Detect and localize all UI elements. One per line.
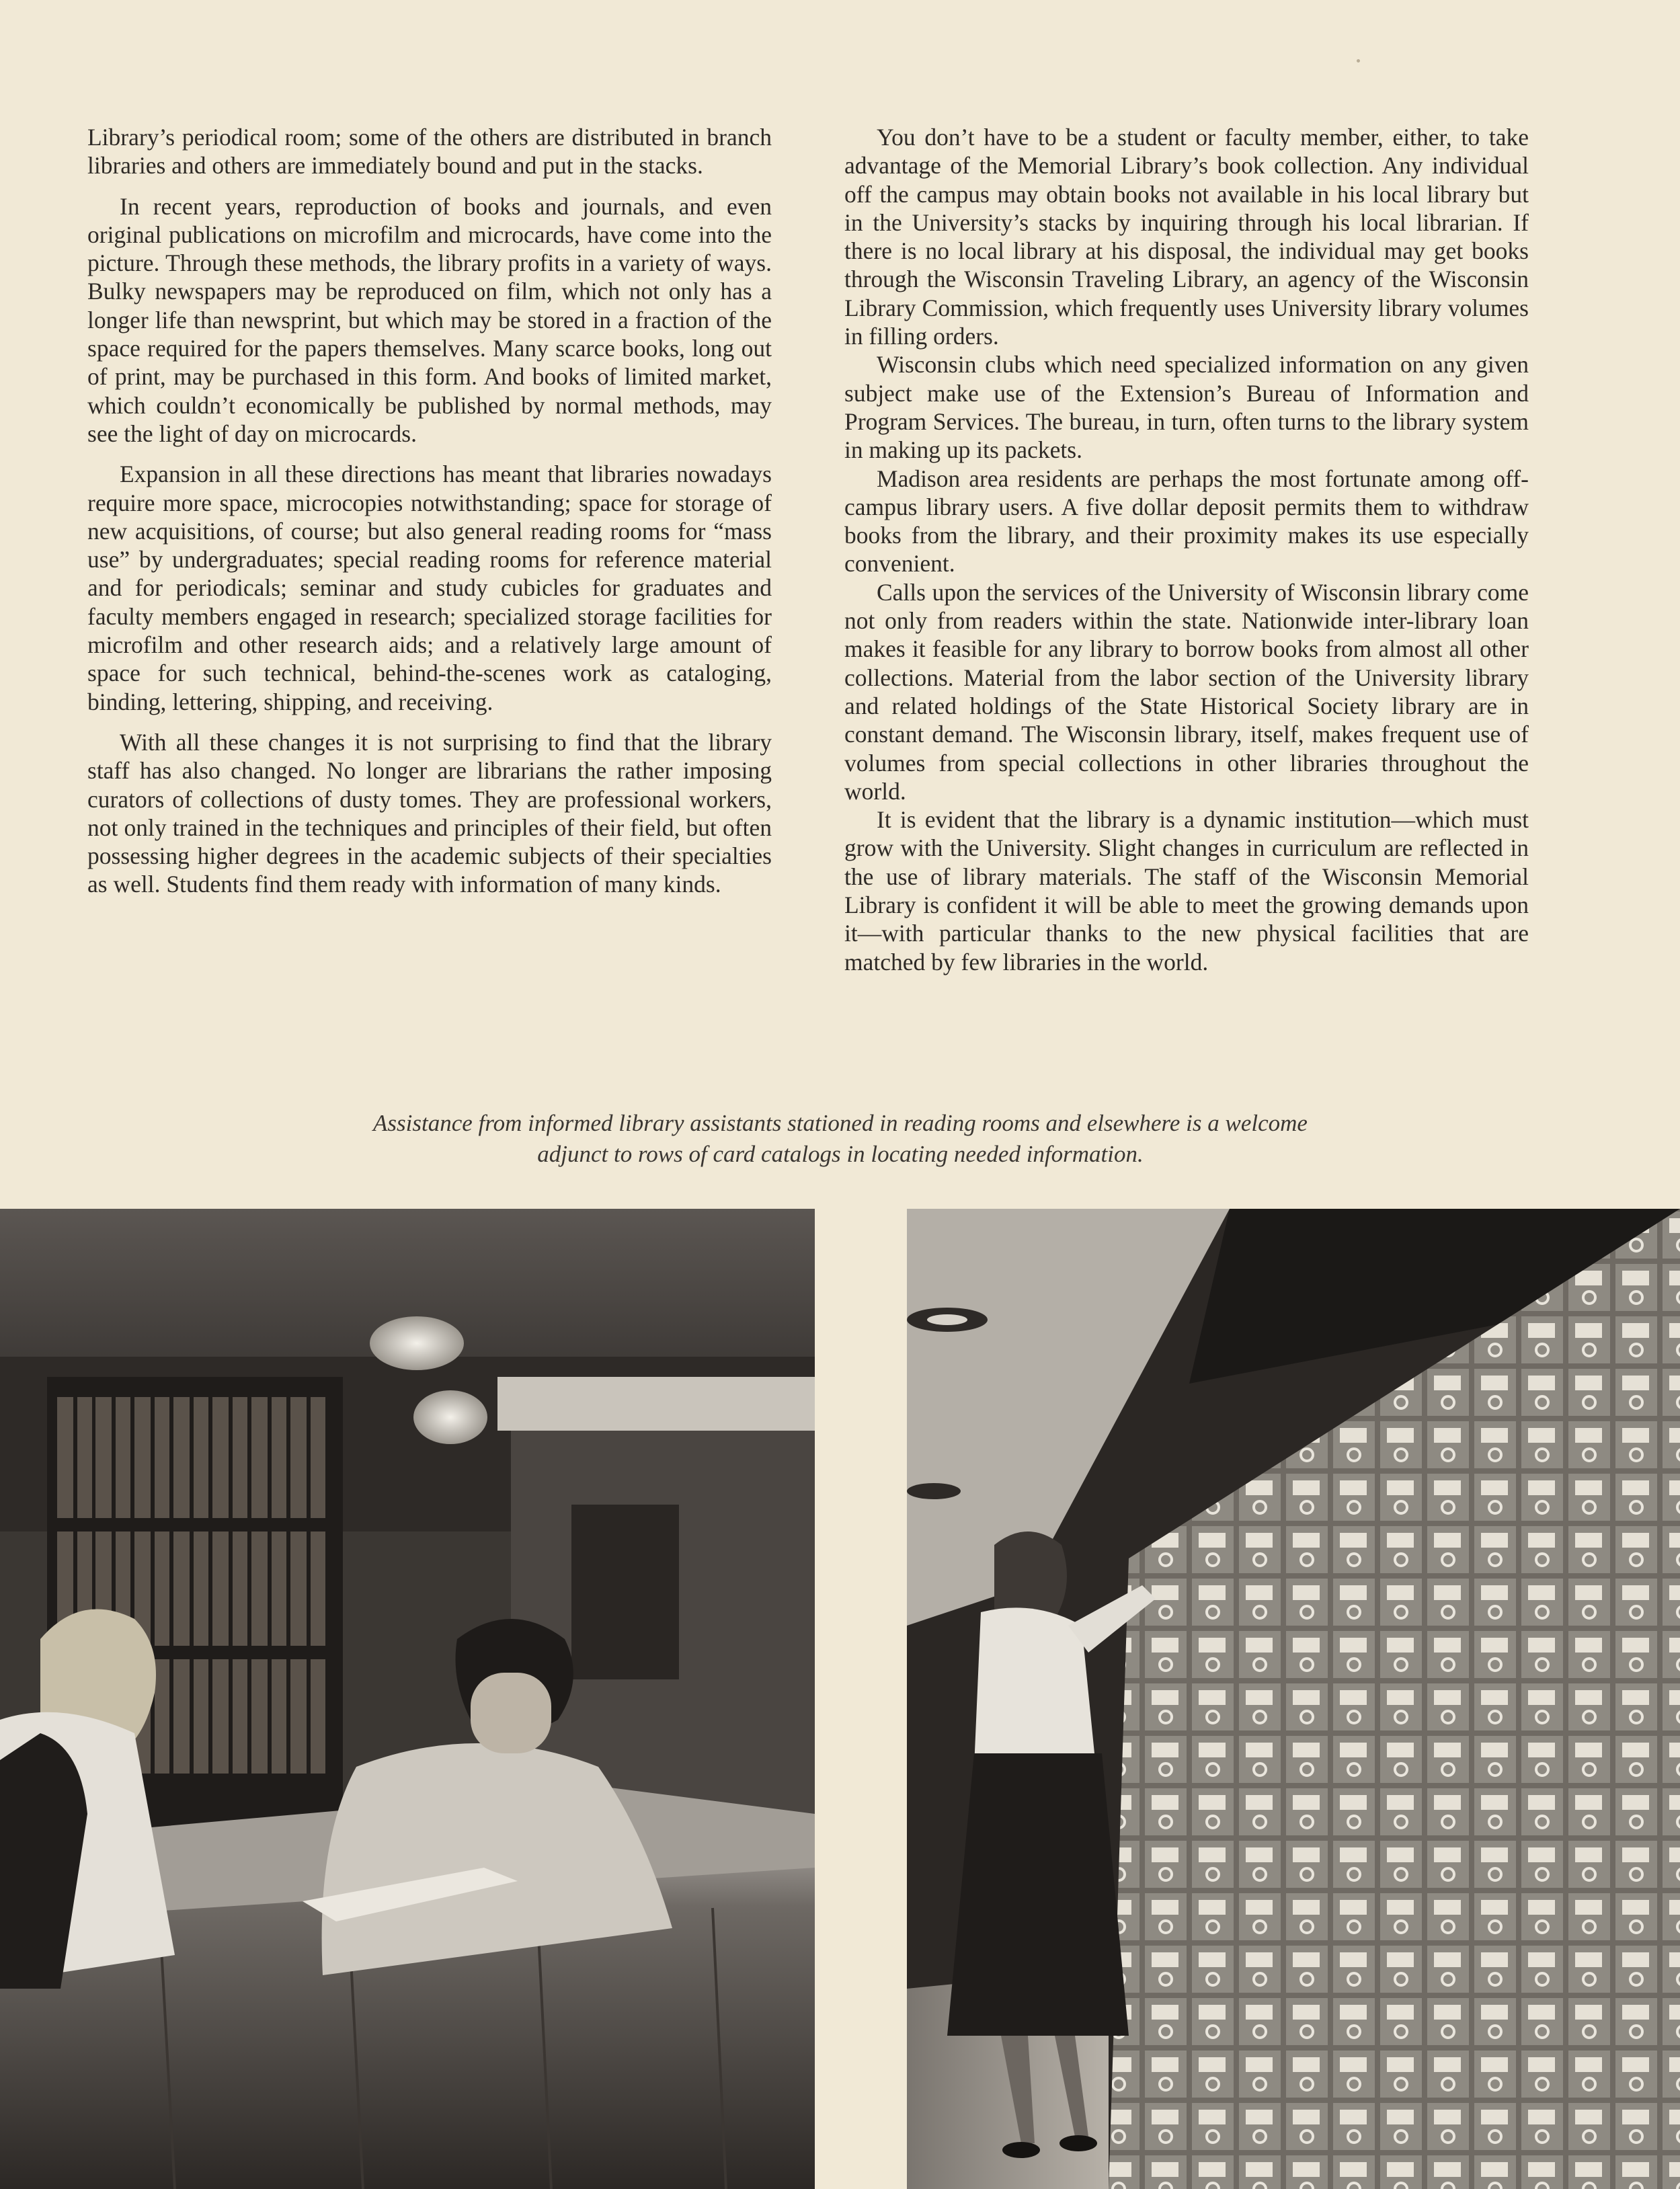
right-paragraph-4: Calls upon the services of the University of Wisconsin library come not only from readers within the state. Nationwide inter-library loan makes it feasible for any library to borrow books from almost all other collections. Material from the labor section of the University library and related holdings of the State Historical Society library are in constant demand. The Wisconsin library, itself, makes frequent use of volumes from special collections in other libraries throughout the world. xyxy=(844,578,1529,805)
left-paragraph-1: Library’s periodical room; some of the others are distributed in branch libraries and others are immediately bound and put in the stacks. xyxy=(87,124,772,180)
left-paragraph-4: With all these changes it is not surprising to find that the library staff has also changed. No longer are librarians the rather imposing curators of collections of dusty tomes. They are professional workers, not only trained in the techniques and principles of their field, but often possessing higher degrees in the academic subjects of their specialties as well. Students find them ready with information of many kinds. xyxy=(87,728,772,898)
right-paragraph-1: You don’t have to be a student or faculty member, either, to take advantage of the Memorial Library’s book collection. Any individual off the campus may obtain books not available in his local library but in the University’s stacks by inquiring through his local librarian. If there is no local library at his disposal, the individual may get books through the Wisconsin Traveling Library, an agency of the Wisconsin Library Commission, which frequently uses University library volumes in filling orders. xyxy=(844,124,1529,350)
photo-reference-desk xyxy=(0,1209,815,2189)
right-paragraph-5: It is evident that the library is a dynamic institution—which must grow with the University. Slight changes in curriculum are reflected in the use of library materials. The staff of the Wisconsin Memorial Library is confident it will be able to meet the growing demands upon it—with particular thanks to the new physical facilities that are matched by few libraries in the world. xyxy=(844,806,1529,976)
left-paragraph-3: Expansion in all these directions has meant that libraries nowadays require more space, microcopies notwithstanding; space for storage of new acquisitions, of course; but also general reading rooms for “mass use” by undergraduates; special reading rooms for reference material and for periodicals; seminar and study cubicles for graduates and faculty members engaged in research; specialized storage facilities for microfilm and other research aids; and a relatively large amount of space for such technical, behind-the-scenes work as cataloging, binding, lettering, shipping, and receiving. xyxy=(87,461,772,715)
paper-speck xyxy=(1357,59,1360,63)
right-text-column xyxy=(844,123,1529,976)
right-paragraph-2: Wisconsin clubs which need specialized information on any given subject make use of the Extension’s Bureau of Information and Program Services. The bureau, in turn, often turns to the library system in making up its packets. xyxy=(844,351,1529,464)
reference-desk-illustration xyxy=(0,1209,815,2189)
photo-card-catalog xyxy=(907,1209,1680,2189)
card-catalog-illustration xyxy=(907,1209,1680,2189)
right-paragraph-3: Madison area residents are perhaps the most fortunate among off-campus library users. A five dollar deposit permits them to withdraw books from the library, and their proximity makes its use especially convenient. xyxy=(844,465,1529,578)
left-paragraph-2: In recent years, reproduction of books and journals, and even original publications on microfilm and microcards, have come into the picture. Through these methods, the library profits in a variety of ways. Bulky newspapers may be reproduced on film, which not only has a longer life than newsprint, but which may be stored in a fraction of the space required for the papers themselves. Many scarce books, long out of print, may be purchased in this form. And books of limited market, which couldn’t economically be published by normal methods, may see the light of day on microcards. xyxy=(87,192,772,447)
left-text-column xyxy=(87,123,772,899)
photo-caption: Assistance from informed library assistants stationed in reading rooms and elsewhere is a welcome adjunct to rows of card catalogs in locating needed information. xyxy=(373,1110,1308,1167)
